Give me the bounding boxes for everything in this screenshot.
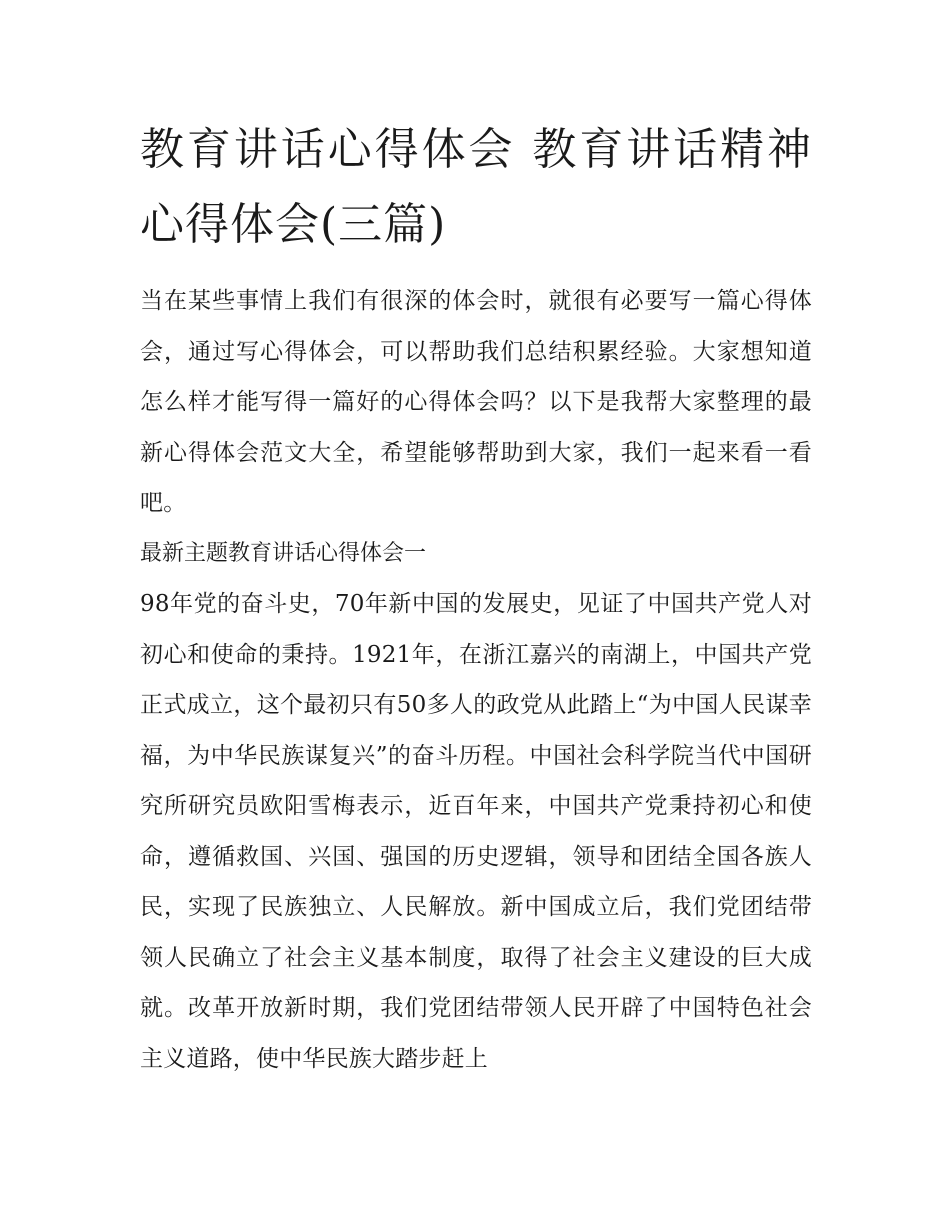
intro-paragraph: 当在某些事情上我们有很深的体会时，就很有必要写一篇心得体会，通过写心得体会，可以帮助我们总结积累经验。大家想知道怎么样才能写得一篇好的心得体会吗？以下是我帮大家整理的最新心得体会范文大全，希望能够帮助到大家，我们一起来看一看吧。 xyxy=(140,288,812,516)
body-paragraph: 98年党的奋斗史，70年新中国的发展史，见证了中国共产党人对初心和使命的秉持。1921年，在浙江嘉兴的南湖上，中国共产党正式成立，这个最初只有50多人的政党从此踏上“为中国人民谋幸福，为中华民族谋复兴”的奋斗历程。中国社会科学院当代中国研究所研究员欧阳雪梅表示，近百年来，中国共产党秉持初心和使命，遵循救国、兴国、强国的历史逻辑，领导和团结全国各族人民，实现了民族独立、人民解放。新中国成立后，我们党团结带领人民确立了社会主义基本制度，取得了社会主义建设的巨大成就。改革开放新时期，我们党团结带领人民开辟了中国特色社会主义道路，使中华民族大踏步赶上 xyxy=(140,591,812,1072)
document-title: 教育讲话心得体会 教育讲话精神心得体会(三篇) xyxy=(140,124,812,250)
section-heading: 最新主题教育讲话心得体会一 xyxy=(140,540,427,566)
document-content xyxy=(140,112,812,1084)
